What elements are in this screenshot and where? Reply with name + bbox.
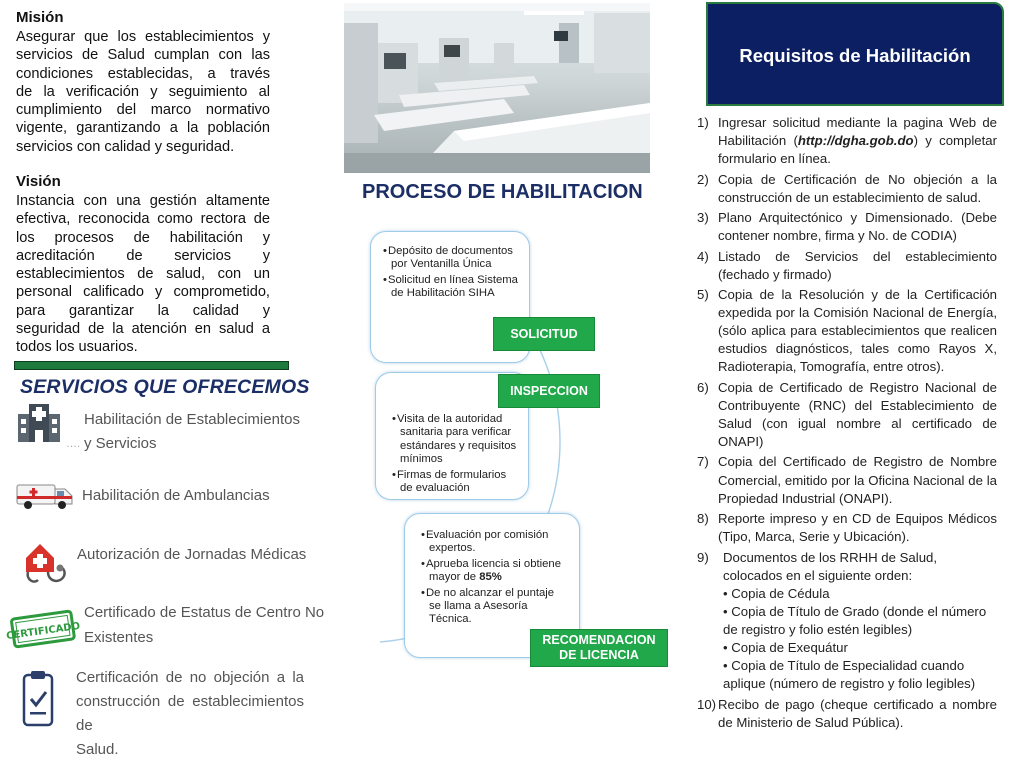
process-card-solicitud: • Depósito de documentos por Ventanilla Única • Solicitud en línea Sistema de Habilitación SIHA bbox=[370, 231, 530, 363]
process-card-inspeccion: • Visita de la autoridad sanitaria para verificar estándares y requisitos mínimos • Firmas de formularios de evaluación bbox=[375, 372, 529, 500]
rrhh-sub-item: • Copia de Cédula bbox=[723, 585, 830, 601]
service-label-existentes: Existentes bbox=[84, 629, 154, 646]
svg-text:CERTIFICADO: CERTIFICADO bbox=[5, 620, 81, 643]
requirement-item-1: 1) Ingresar solicitud mediante la pagina Web de Habilitación (http://dgha.gob.do) y completar formulario en línea. bbox=[697, 115, 998, 167]
process-card-recomendacion: • Evaluación por comisión expertos. • Aprueba licencia si obtiene mayor de 85% • De no alcanzar el puntaje se llama a Asesoría Técnica. bbox=[404, 513, 580, 658]
requirements-header bbox=[706, 2, 1004, 106]
requirement-item-7: 7) Copia del Certificado de Registro de Nombre Comercial, emitido por la Oficina Nacional de la Propiedad Industrial (ONAPI). bbox=[697, 454, 997, 506]
service-label-jornadas: Autorización de Jornadas Médicas bbox=[77, 546, 307, 563]
vision-heading: Visión bbox=[16, 173, 61, 190]
requirement-item-4: 4) Listado de Servicios del establecimiento (fechado y firmado) bbox=[697, 248, 997, 282]
clipboard-check-icon bbox=[22, 669, 54, 727]
service-label-servicios: y Servicios bbox=[84, 435, 157, 452]
service-label-no-objecion: Certificación de no objeción a la construcción de establecimientos de Salud. bbox=[76, 669, 304, 758]
requirement-item-5: 5) Copia de la Resolución y de la Certificación expedida por la Comisión Nacional de Energía, (sólo aplica para establecimientos que realicen estudios diagnósticos, tales como Rayos X, Radioterapia, Tomografía, entre otros). bbox=[697, 287, 997, 375]
requirement-item-10: 10) Recibo de pago (cheque certificado a nombre de Ministerio de Salud Pública). bbox=[697, 696, 997, 730]
services-title: SERVICIOS QUE OFRECEMOS bbox=[20, 376, 310, 398]
step-label-solicitud: SOLICITUD bbox=[493, 317, 595, 351]
service-label-ambulancias: Habilitación de Ambulancias bbox=[82, 487, 270, 504]
step-label-inspeccion: INSPECCION bbox=[498, 374, 600, 408]
service-label-certificado: Certificado de Estatus de Centro No bbox=[84, 604, 325, 621]
process-title: PROCESO DE HABILITACION bbox=[362, 181, 643, 203]
section-divider bbox=[14, 361, 289, 370]
service-label-establecimientos: Habilitación de Establecimientos bbox=[84, 411, 300, 428]
mision-heading: Misión bbox=[16, 9, 64, 26]
stethoscope-house-icon bbox=[20, 536, 70, 588]
hospital-building-icon bbox=[16, 400, 62, 444]
requirements-title: Requisitos de Habilitación bbox=[739, 45, 971, 66]
hospital-room-photo bbox=[344, 3, 650, 173]
ellipsis-mark: …. bbox=[66, 438, 81, 450]
requirements-list bbox=[697, 114, 997, 734]
ambulance-icon bbox=[16, 481, 74, 511]
mision-text: Asegurar que los establecimientos y servicios de Salud cumplan con las condiciones establecidas, a través de la verificación y seguimiento al cumplimiento del marco normativo vigente, garantizando a la población servicios con calidad y seguridad. bbox=[16, 29, 270, 155]
requirement-item-3: 3) Plano Arquitectónico y Dimensionado. (Debe contener nombre, firma y No. de CODIA) bbox=[697, 210, 997, 244]
requirement-item-8: 8) Reporte impreso y en CD de Equipos Médicos (Tipo, Marca, Serie y Ubicación). bbox=[697, 511, 997, 545]
certificado-stamp-icon bbox=[5, 607, 81, 653]
rrhh-sub-item: • Copia de Exequátur bbox=[723, 640, 848, 655]
rrhh-sub-item: • Copia de Título de Grado (donde el número de registro y folio estén legibles) bbox=[723, 603, 987, 637]
requirement-item-9: 9) Documentos de los RRHH de Salud, colocados en el siguiente orden: • Copia de Cédula • Copia de Título de Grado (donde el número de registro y folio estén legibles) • Copia de Exequátur • Copia de Título de Especialidad cuando aplique (número de registro y folio legibles) bbox=[697, 549, 997, 694]
vision-text: Instancia con una gestión altamente efectiva, reconocida como rectora de los procesos de habilitación y acreditación de servicios y establecimientos de salud, con un personal calificado y comprometido, para garantizar la calidad y seguridad de la atención en salud a todos los usuarios. bbox=[16, 193, 270, 356]
requirement-item-6: 6) Copia de Certificado de Registro Nacional de Contribuyente (RNC) del Establecimiento de Salud (con igual nombre al certificado de ONAPI) bbox=[697, 379, 997, 450]
requirement-item-2: 2) Copia de Certificación de No objeción a la construcción de un establecimiento de salud. bbox=[697, 171, 997, 205]
step-label-recomendacion: RECOMENDACION DE LICENCIA bbox=[530, 629, 668, 667]
dgha-link[interactable]: http://dgha.gob.do bbox=[797, 133, 914, 149]
rrhh-sub-item: • Copia de Título de Especialidad cuando aplique (número de registro y folio legibles) bbox=[723, 658, 976, 692]
